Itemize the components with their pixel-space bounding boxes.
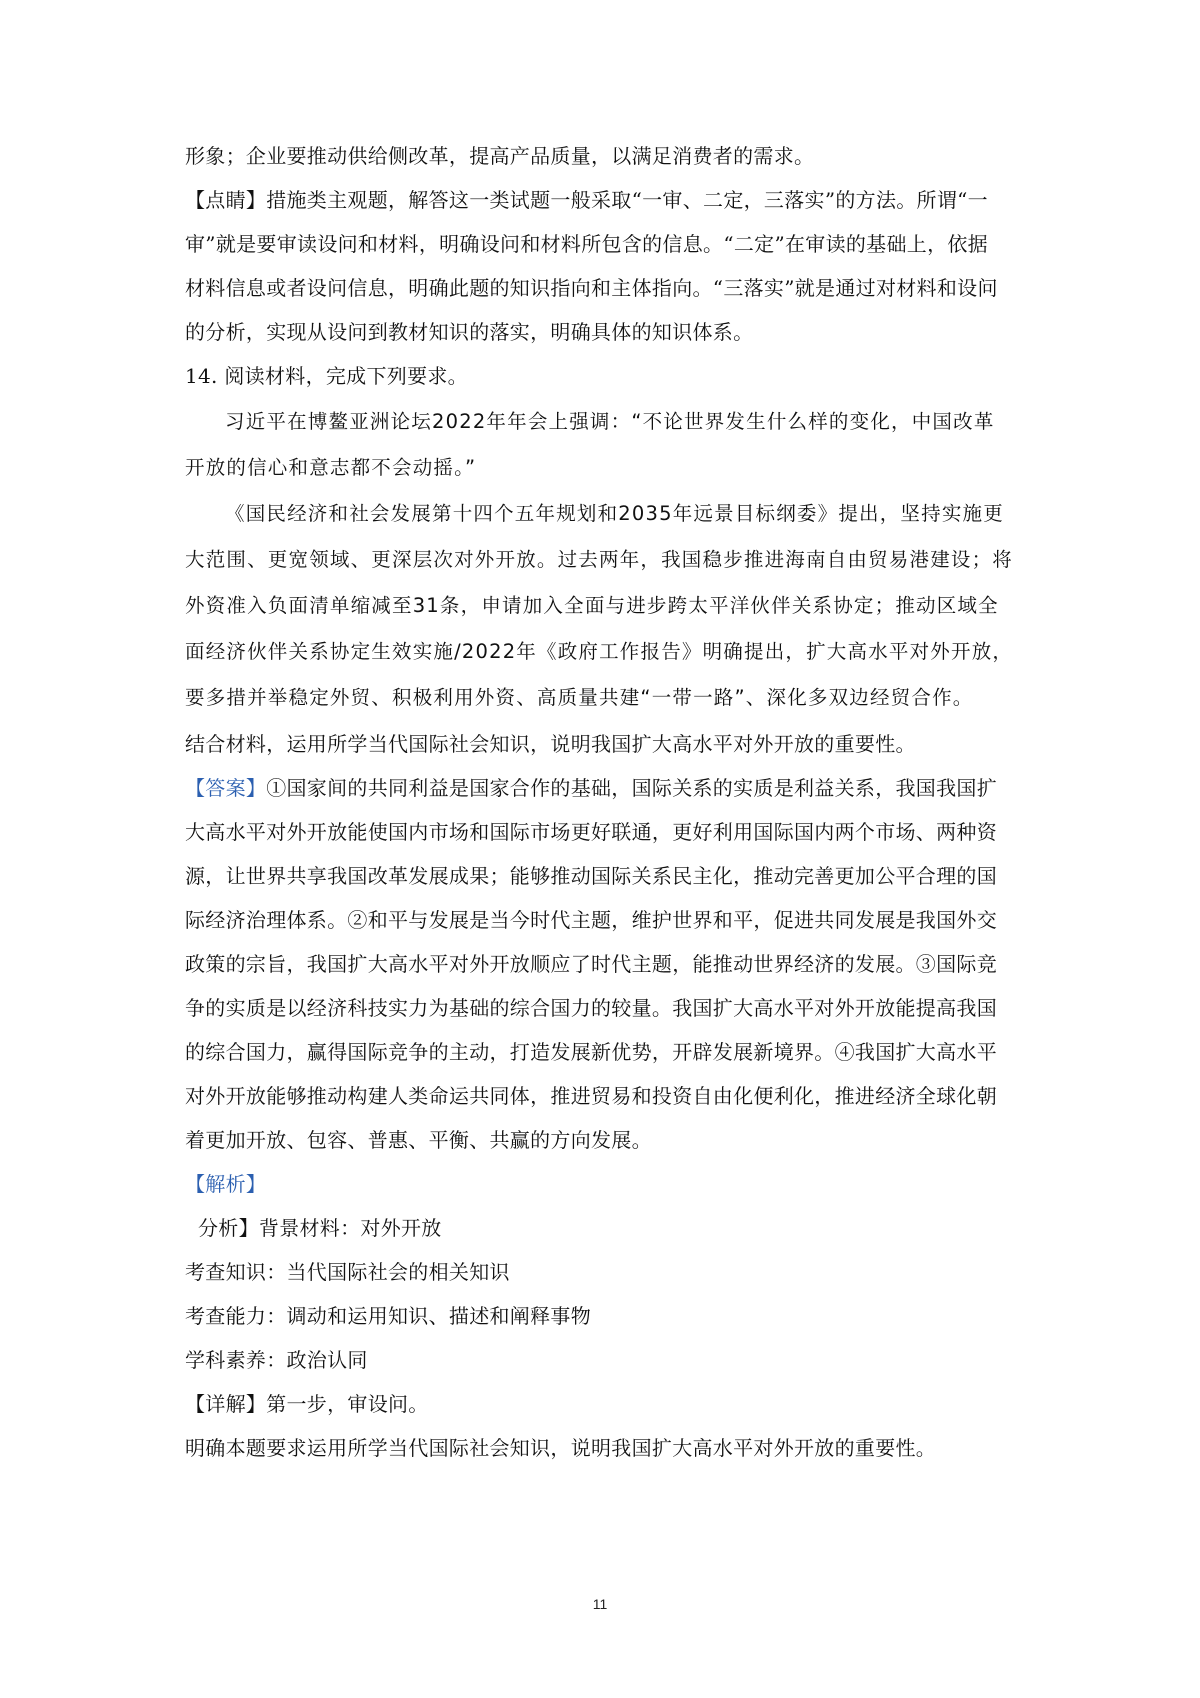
- answer-text: 争的实质是以经济科技实力为基础的综合国力的较量。我国扩大高水平对外开放能提高我国: [185, 996, 997, 1020]
- text-line: 【点睛】措施类主观题，解答这一类试题一般采取“一审、二定，三落实”的方法。所谓“一: [185, 188, 988, 212]
- analysis-line: 考查知识：当代国际社会的相关知识: [185, 1260, 510, 1284]
- material-text: 习近平在博鳌亚洲论坛2022年年会上强调：“不论世界发生什么样的变化，中国改革: [225, 410, 995, 433]
- answer-text: 大高水平对外开放能使国内市场和国际市场更好联通，更好利用国际国内两个市场、两种资: [185, 820, 997, 844]
- material-text: 大范围、更宽领域、更深层次对外开放。过去两年，我国稳步推进海南自由贸易港建设；将: [185, 548, 1014, 571]
- material-text: 开放的信心和意志都不会动摇。”: [185, 456, 477, 479]
- text-line: 形象；企业要推动供给侧改革，提高产品质量，以满足消费者的需求。: [185, 144, 815, 168]
- material-text: 《国民经济和社会发展第十四个五年规划和2035年远景目标纲委》提出，坚持实施更: [225, 502, 1004, 525]
- answer-tag: 【答案】: [185, 776, 267, 800]
- detail-line: 明确本题要求运用所学当代国际社会知识，说明我国扩大高水平对外开放的重要性。: [185, 1436, 937, 1460]
- page-number: 11: [592, 1596, 608, 1612]
- answer-text: 际经济治理体系。②和平与发展是当今时代主题，维护世界和平，促进共同发展是我国外交: [185, 908, 997, 932]
- material-text: 外资准入负面清单缩减至31条，申请加入全面与进步跨太平洋伙伴关系协定；推动区域全: [185, 594, 999, 617]
- analysis-line: 分析】背景材料：对外开放: [198, 1216, 442, 1240]
- analysis-line: 考查能力：调动和运用知识、描述和阐释事物: [185, 1304, 591, 1328]
- answer-text: 对外开放能够推动构建人类命运共同体，推进贸易和投资自由化便利化，推进经济全球化朝: [185, 1084, 997, 1108]
- material-text: 要多措并举稳定外贸、积极利用外资、高质量共建“一带一路”、深化多双边经贸合作。: [185, 686, 974, 709]
- question-prompt: 结合材料，运用所学当代国际社会知识，说明我国扩大高水平对外开放的重要性。: [185, 732, 916, 756]
- question-heading: 14. 阅读材料，完成下列要求。: [185, 364, 468, 388]
- answer-text: 政策的宗旨，我国扩大高水平对外开放顺应了时代主题，能推动世界经济的发展。③国际竞: [185, 952, 997, 976]
- analysis-line: 学科素养：政治认同: [185, 1348, 368, 1372]
- answer-text: ①国家间的共同利益是国家合作的基础，国际关系的实质是利益关系，我国我国扩: [266, 776, 998, 800]
- answer-text: 着更加开放、包容、普惠、平衡、共赢的方向发展。: [185, 1128, 652, 1152]
- detail-line: 【详解】第一步，审设问。: [185, 1392, 429, 1416]
- answer-line: [185, 775, 1025, 801]
- text-line: 的分析，实现从设问到教材知识的落实，明确具体的知识体系。: [185, 320, 754, 344]
- analysis-tag: 【解析】: [185, 1172, 267, 1196]
- answer-text: 源，让世界共享我国改革发展成果；能够推动国际关系民主化，推动完善更加公平合理的国: [185, 864, 997, 888]
- text-line: 材料信息或者设问信息，明确此题的知识指向和主体指向。“三落实”就是通过对材料和设问: [185, 276, 998, 300]
- answer-text: 的综合国力，赢得国际竞争的主动，打造发展新优势，开辟发展新境界。④我国扩大高水平: [185, 1040, 997, 1064]
- material-text: 面经济伙伴关系协定生效实施/2022年《政府工作报告》明确提出，扩大高水平对外开放，: [185, 640, 1014, 663]
- text-line: 审”就是要审读设问和材料，明确设问和材料所包含的信息。“二定”在审读的基础上，依据: [185, 232, 988, 256]
